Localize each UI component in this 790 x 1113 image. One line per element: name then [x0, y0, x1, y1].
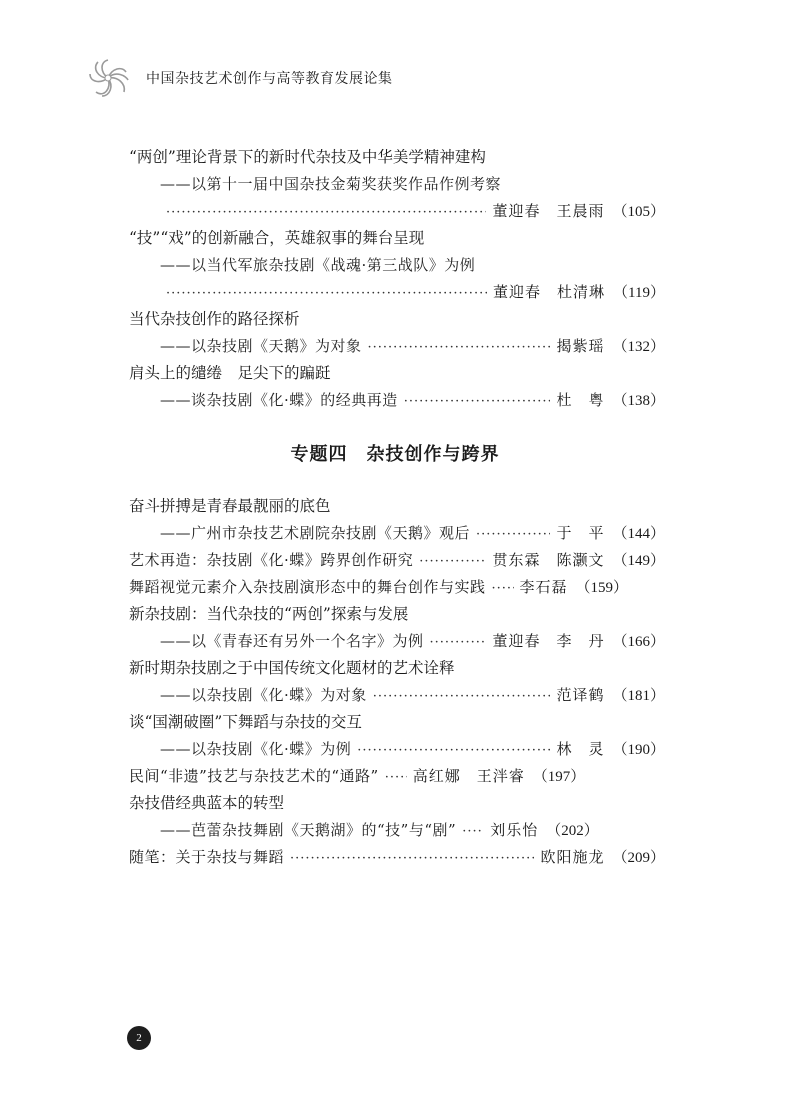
dot-leader — [476, 522, 550, 548]
subtitle-text: ——谈杂技剧《化·蝶》的经典再造 — [160, 391, 398, 409]
dot-leader — [373, 684, 551, 710]
dot-leader — [385, 765, 407, 791]
entry-title: 艺术再造：杂技剧《化·蝶》跨界创作研究 — [129, 551, 414, 569]
toc-page-number: （181） — [612, 688, 665, 704]
toc-subtitle-row[interactable] — [160, 520, 665, 546]
entry-title: 舞蹈视觉元素介入杂技剧演形态中的舞台创作与实践 — [129, 578, 486, 596]
toc-entry[interactable] — [129, 763, 665, 789]
dot-leader — [290, 846, 534, 872]
toc-authors: 董迎春 杜清琳 — [493, 283, 606, 301]
book-title: 中国杂技艺术创作与高等教育发展论集 — [146, 71, 393, 87]
toc-title[interactable]: 新时期杂技剧之于中国传统文化题材的艺术诠释 — [129, 659, 455, 677]
toc-authors: 李石磊 — [519, 578, 568, 596]
toc-page-number: （138） — [612, 393, 665, 409]
toc-page-number: （149） — [612, 553, 665, 569]
dot-leader — [368, 335, 551, 361]
toc-authors: 杜 粤 — [556, 391, 605, 409]
toc-page-number: （197） — [532, 769, 586, 785]
running-header — [86, 56, 646, 100]
toc-subtitle — [160, 252, 475, 278]
subtitle-text: ——以《青春还有另外一个名字》为例 — [160, 632, 424, 650]
toc-authors: 董迎春 李 丹 — [492, 632, 605, 650]
toc-entry[interactable] — [129, 547, 665, 573]
toc-subtitle-row[interactable] — [160, 736, 665, 762]
toc-page-number: （132） — [612, 339, 665, 355]
dot-leader — [166, 200, 486, 226]
toc-title[interactable]: 谈“国潮破圈”下舞蹈与杂技的交互 — [129, 713, 362, 731]
toc-title[interactable]: 奋斗拼搏是青春最靓丽的底色 — [129, 497, 331, 515]
subtitle-text: ——以第十一届中国杂技金菊奖获奖作品作例考察 — [160, 175, 502, 193]
subtitle-text: ——以杂技剧《化·蝶》为对象 — [160, 686, 367, 704]
toc-authors: 董迎春 王晨雨 — [492, 202, 605, 220]
toc-authors: 刘乐怡 — [490, 821, 539, 839]
subtitle-text: ——以当代军旅杂技剧《战魂·第三战队》为例 — [160, 256, 476, 274]
toc-authors: 贯东霖 陈灏文 — [492, 551, 605, 569]
entry-title: 随笔：关于杂技与舞蹈 — [129, 848, 285, 866]
toc-title[interactable]: 肩头上的缱绻 足尖下的蹁跹 — [129, 364, 331, 382]
toc-leader-row[interactable] — [160, 279, 665, 305]
toc-authors: 揭紫瑶 — [556, 337, 605, 355]
toc-title[interactable]: “技”“戏”的创新融合，英雄叙事的舞台呈现 — [129, 229, 425, 247]
subtitle-text: ——芭蕾杂技舞剧《天鹅湖》的“技”与“剧” — [160, 821, 457, 839]
toc-subtitle — [160, 171, 501, 197]
toc-subtitle-row[interactable] — [160, 817, 665, 843]
toc-page-number: （209） — [612, 850, 665, 866]
dot-leader — [462, 819, 484, 845]
toc-page-number: （159） — [575, 580, 629, 596]
subtitle-text: ——以杂技剧《化·蝶》为例 — [160, 740, 352, 758]
toc-title[interactable]: 当代杂技创作的路径探析 — [129, 310, 300, 328]
toc-title[interactable]: 杂技借经典蓝本的转型 — [129, 794, 285, 812]
dot-leader — [492, 576, 514, 602]
toc-entry[interactable] — [129, 844, 665, 870]
entry-title: 民间“非遗”技艺与杂技艺术的“通路” — [129, 767, 379, 785]
toc-page-number: （166） — [612, 634, 665, 650]
toc-page-number: （202） — [546, 823, 599, 839]
toc-entry[interactable] — [129, 574, 665, 600]
toc-page-number: （105） — [612, 204, 665, 220]
subtitle-text: ——广州市杂技艺术剧院杂技剧《天鹅》观后 — [160, 524, 471, 542]
swirl-logo-icon — [86, 56, 130, 100]
dot-leader — [404, 389, 551, 415]
dot-leader — [166, 281, 487, 307]
section-heading: 专题四 杂技创作与跨界 — [290, 444, 500, 465]
toc-subtitle-row[interactable] — [160, 333, 665, 359]
toc-page-number: （119） — [613, 285, 665, 301]
dot-leader — [419, 549, 486, 575]
dot-leader — [357, 738, 550, 764]
toc-page-number: （144） — [612, 526, 665, 542]
toc-authors: 林 灵 — [556, 740, 605, 758]
toc-authors: 高红娜 王泮睿 — [412, 767, 525, 785]
page-number-badge: 2 — [127, 1026, 151, 1050]
toc-authors: 欧阳施龙 — [540, 848, 605, 866]
subtitle-text: ——以杂技剧《天鹅》为对象 — [160, 337, 362, 355]
toc-subtitle-row[interactable] — [160, 628, 665, 654]
toc-subtitle-row[interactable] — [160, 682, 665, 708]
toc-subtitle-row[interactable] — [160, 387, 665, 413]
toc-title[interactable]: 新杂技剧：当代杂技的“两创”探索与发展 — [129, 605, 409, 623]
toc-page-number: （190） — [612, 742, 665, 758]
toc-authors: 范译鹤 — [556, 686, 605, 704]
toc-title[interactable]: “两创”理论背景下的新时代杂技及中华美学精神建构 — [129, 148, 486, 166]
dot-leader — [430, 630, 487, 656]
toc-authors: 于 平 — [556, 524, 605, 542]
toc-leader-row[interactable] — [160, 198, 665, 224]
